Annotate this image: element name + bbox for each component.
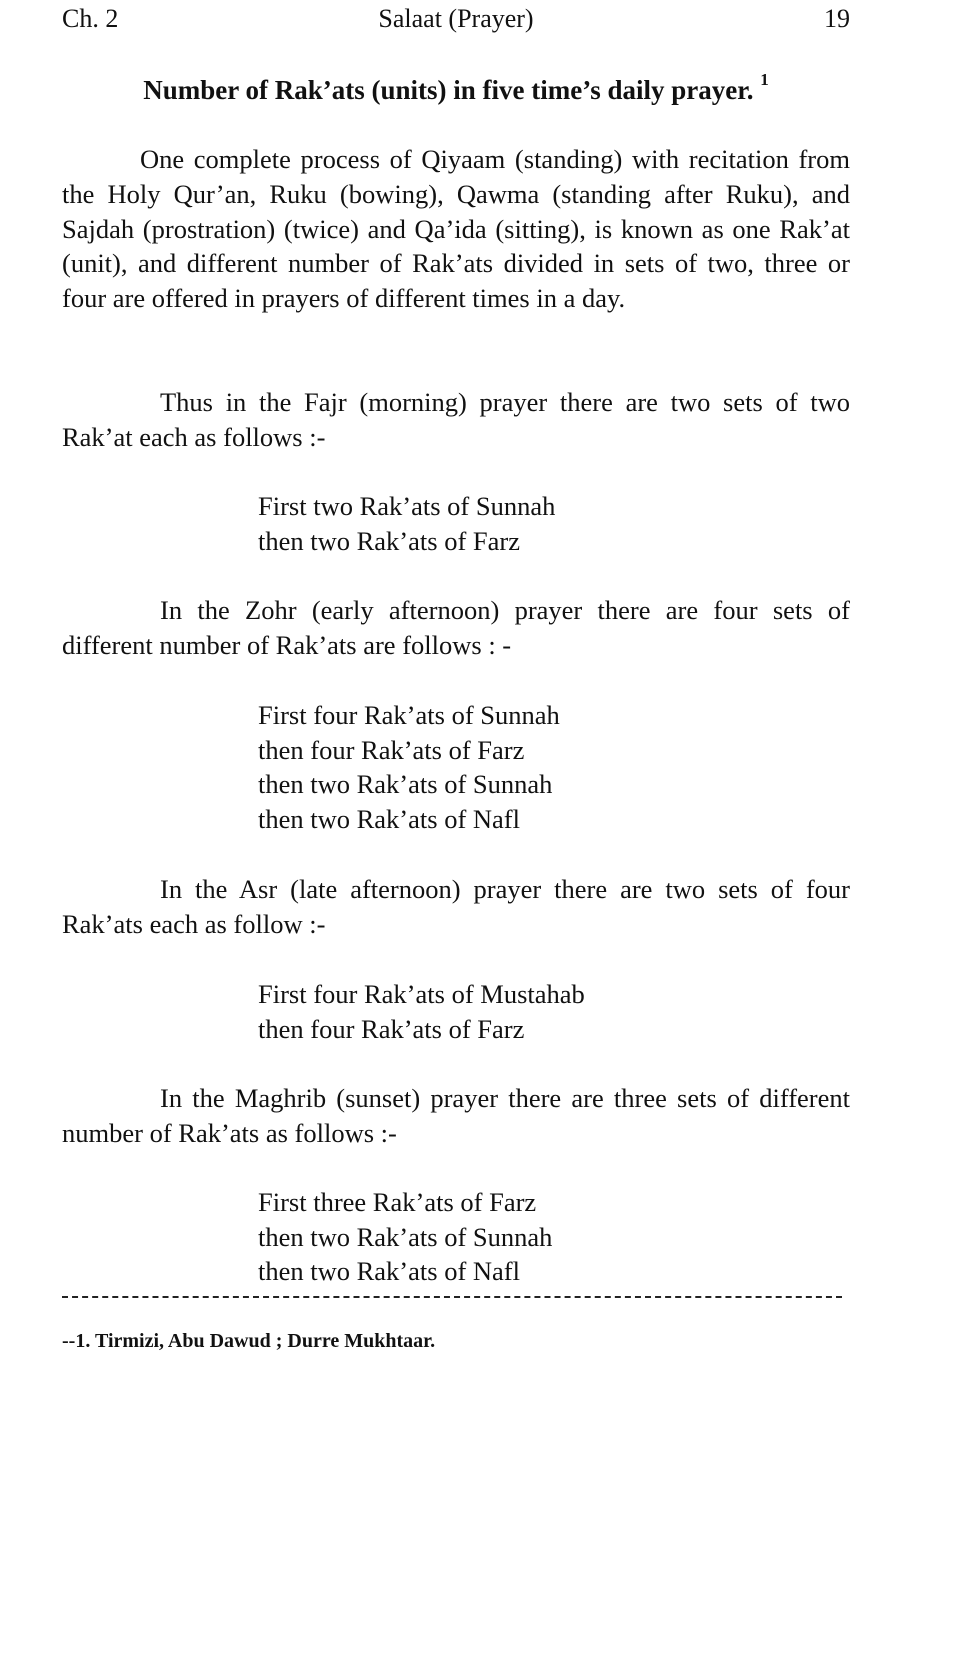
footnote-divider <box>62 1296 842 1298</box>
list-zohr <box>258 698 758 836</box>
list-item: then four Rak’ats of Farz <box>258 1013 525 1044</box>
list-item: then two Rak’ats of Sunnah <box>258 1221 553 1252</box>
list-item: First four Rak’ats of Mustahab <box>258 979 585 1009</box>
list-item: then four Rak’ats of Farz <box>258 734 525 765</box>
list-item: First four Rak’ats of Sunnah <box>258 700 560 730</box>
list-fajr <box>258 489 758 558</box>
running-title: Salaat (Prayer) <box>378 4 534 33</box>
list-item: then two Rak’ats of Farz <box>258 525 520 556</box>
section-heading-text: Number of Rak’ats (units) in five time’s daily prayer. <box>143 75 754 105</box>
list-item: First two Rak’ats of Sunnah <box>258 491 556 521</box>
list-maghrib <box>258 1185 758 1289</box>
list-item: then two Rak’ats of Nafl <box>258 1256 520 1287</box>
paragraph-maghrib: In the Maghrib (sunset) prayer there are three sets of different number of Rak’ats as follows :- <box>62 1083 850 1148</box>
paragraph-intro: One complete process of Qiyaam (standing) with recitation from the Holy Qur’an, Ruku (bowing), Qawma (standing after Ruku), and Sajdah (prostration) (twice) and Qa’ida (sitting), is known as one Rak’at (unit), and different number of Rak’ats divided in sets of two, three or four are offered in prayers of different times in a day. <box>62 144 850 314</box>
paragraph-asr: In the Asr (late afternoon) prayer there are two sets of four Rak’ats each as follow :- <box>62 874 850 939</box>
list-asr <box>258 977 758 1046</box>
chapter-label: Ch. 2 <box>62 4 119 33</box>
footnote-reference: 1 <box>760 70 769 89</box>
page-number: 19 <box>824 4 850 33</box>
list-item: then two Rak’ats of Nafl <box>258 803 520 834</box>
list-item: First three Rak’ats of Farz <box>258 1187 537 1217</box>
footnote: --1. Tirmizi, Abu Dawud ; Durre Mukhtaar. <box>62 1330 436 1352</box>
page-header <box>62 4 850 40</box>
section-heading <box>62 70 850 106</box>
paragraph-zohr: In the Zohr (early afternoon) prayer there are four sets of different number of Rak’ats are follows : - <box>62 595 850 660</box>
list-item: then two Rak’ats of Sunnah <box>258 769 553 800</box>
paragraph-fajr: Thus in the Fajr (morning) prayer there are two sets of two Rak’at each as follows :- <box>62 387 850 452</box>
